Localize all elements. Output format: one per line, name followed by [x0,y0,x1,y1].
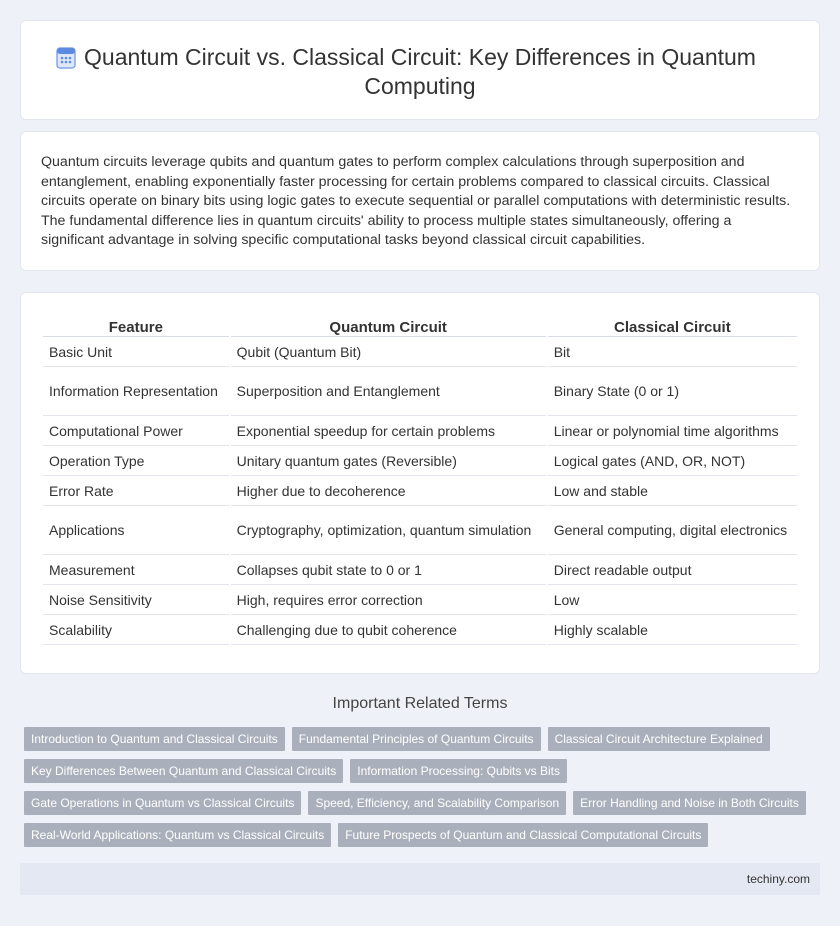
table-header-row [43,315,797,337]
feature-cell: Information Representation [43,367,229,416]
table-row [43,585,797,615]
related-term-tag[interactable]: Gate Operations in Quantum vs Classical Circuits [24,791,301,815]
quantum-cell: Higher due to decoherence [231,476,546,506]
table-row [43,367,797,416]
feature-cell: Scalability [43,615,229,645]
related-term-tag[interactable]: Information Processing: Qubits vs Bits [350,759,567,783]
related-terms-list [24,727,814,855]
tag-row [24,823,814,847]
classical-cell: Linear or polynomial time algorithms [548,416,797,446]
intro-card [20,131,820,271]
quantum-cell: Exponential speedup for certain problems [231,416,546,446]
classical-cell: Highly scalable [548,615,797,645]
related-term-tag[interactable]: Classical Circuit Architecture Explained [548,727,770,751]
page-title: Quantum Circuit vs. Classical Circuit: Key Differences in Quantum Computing [84,44,756,99]
table-row [43,446,797,476]
classical-cell: General computing, digital electronics [548,506,797,555]
table-row [43,476,797,506]
feature-cell: Error Rate [43,476,229,506]
footer-site-name[interactable]: techiny.com [746,872,810,886]
header-card [20,20,820,120]
tag-row [24,759,814,783]
tag-row [24,727,814,751]
feature-cell: Computational Power [43,416,229,446]
classical-cell: Bit [548,337,797,367]
classical-cell: Low and stable [548,476,797,506]
related-term-tag[interactable]: Error Handling and Noise in Both Circuits [573,791,806,815]
classical-cell: Binary State (0 or 1) [548,367,797,416]
quantum-cell: Cryptography, optimization, quantum simulation [231,506,546,555]
table-row [43,555,797,585]
table-row [43,416,797,446]
feature-cell: Measurement [43,555,229,585]
classical-cell: Direct readable output [548,555,797,585]
related-term-tag[interactable]: Real-World Applications: Quantum vs Classical Circuits [24,823,331,847]
related-term-tag[interactable]: Introduction to Quantum and Classical Circuits [24,727,285,751]
quantum-cell: Unitary quantum gates (Reversible) [231,446,546,476]
table-row [43,506,797,555]
quantum-cell: Superposition and Entanglement [231,367,546,416]
header-feature: Feature [43,315,229,337]
tag-row [24,791,814,815]
footer-bar [20,863,820,895]
classical-cell: Logical gates (AND, OR, NOT) [548,446,797,476]
related-term-tag[interactable]: Fundamental Principles of Quantum Circuits [292,727,541,751]
header-quantum-circuit: Quantum Circuit [231,315,546,337]
intro-paragraph: Quantum circuits leverage qubits and quantum gates to perform complex calculations through superposition and entanglement, enabling exponentially faster processing for certain problems compared to classical circuits. Classical circuits operate on binary bits using logic gates to execute sequential or parallel computations with deterministic results. The fundamental difference lies in quantum circuits' ability to process multiple states simultaneously, offering a significant advantage in solving specific computational tasks beyond classical circuit capabilities. [41,154,791,249]
comparison-table [41,315,799,645]
related-term-tag[interactable]: Key Differences Between Quantum and Classical Circuits [24,759,343,783]
related-term-tag[interactable]: Future Prospects of Quantum and Classical Computational Circuits [338,823,708,847]
quantum-cell: High, requires error correction [231,585,546,615]
table-row [43,337,797,367]
header-classical-circuit: Classical Circuit [548,315,797,337]
quantum-cell: Challenging due to qubit coherence [231,615,546,645]
feature-cell: Applications [43,506,229,555]
comparison-table-card [20,292,820,674]
feature-cell: Basic Unit [43,337,229,367]
quantum-cell: Qubit (Quantum Bit) [231,337,546,367]
related-terms-title: Important Related Terms [332,695,508,712]
quantum-cell: Collapses qubit state to 0 or 1 [231,555,546,585]
related-term-tag[interactable]: Speed, Efficiency, and Scalability Comparison [308,791,566,815]
feature-cell: Noise Sensitivity [43,585,229,615]
feature-cell: Operation Type [43,446,229,476]
classical-cell: Low [548,585,797,615]
table-row [43,615,797,645]
